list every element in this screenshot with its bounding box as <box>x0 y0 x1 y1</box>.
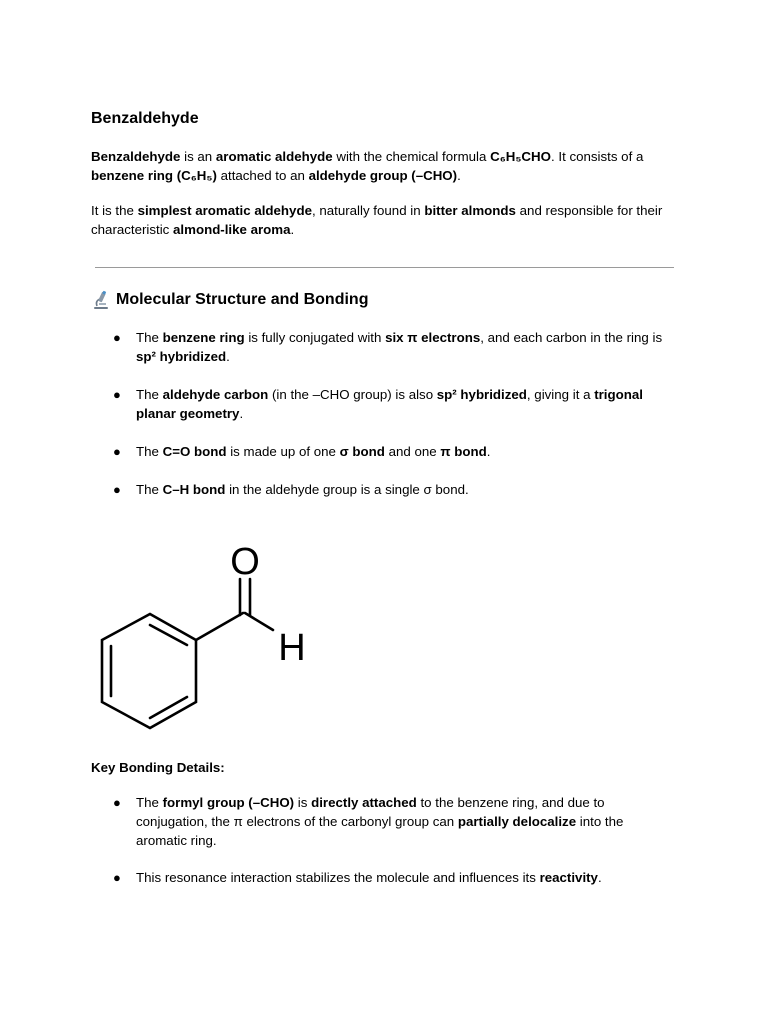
key-details-heading: Key Bonding Details: <box>91 760 225 775</box>
key-details-bullet-list <box>0 793 671 905</box>
horizontal-divider <box>95 267 674 268</box>
bullet-icon: ● <box>113 870 121 885</box>
intro-paragraph-2: It is the simplest aromatic aldehyde, naturally found in bitter almonds and responsible for their characteristic almond-like aroma. <box>91 203 663 237</box>
section-heading <box>91 290 368 310</box>
bullet-icon: ● <box>113 330 121 345</box>
ring-to-carbonyl-bond <box>196 613 243 640</box>
benzene-inner-bond-1 <box>150 625 187 645</box>
bullet-icon: ● <box>113 387 121 402</box>
list-item: ● The C=O bond is made up of one σ bond and one π bond. <box>113 444 491 459</box>
bullet-icon: ● <box>113 482 121 497</box>
list-item: ● The formyl group (–CHO) is directly attached to the benzene ring, and due to conjugation, the π electrons of the carbonyl group can partially delocalize into the aromatic ring. <box>113 795 624 848</box>
benzaldehyde-structure-diagram <box>90 535 350 740</box>
aldehyde-c-h-bond <box>245 613 273 630</box>
microscope-icon <box>91 290 111 310</box>
oxygen-label: O <box>230 541 260 583</box>
benzene-inner-bond-2 <box>150 697 187 718</box>
list-item: ● This resonance interaction stabilizes the molecule and influences its reactivity. <box>113 870 602 885</box>
list-item: ● The benzene ring is fully conjugated with six π electrons, and each carbon in the ring is sp² hybridized. <box>113 330 663 364</box>
benzene-ring-outline <box>102 614 196 728</box>
intro-paragraph-1: Benzaldehyde is an aromatic aldehyde with the chemical formula C₆H₅CHO. It consists of a benzene ring (C₆H₅) attached to an aldehyde group (–CHO). <box>91 149 644 183</box>
structure-bullet-list <box>0 328 671 518</box>
bullet-icon: ● <box>113 795 121 810</box>
section-heading-text: Molecular Structure and Bonding <box>116 291 369 308</box>
hydrogen-label: H <box>278 627 306 669</box>
bullet-icon: ● <box>113 444 121 459</box>
page-title: Benzaldehyde <box>91 110 199 127</box>
list-item: ● The aldehyde carbon (in the –CHO group) is also sp² hybridized, giving it a trigonal planar geometry. <box>113 387 643 421</box>
list-item: ● The C–H bond in the aldehyde group is a single σ bond. <box>113 482 469 497</box>
